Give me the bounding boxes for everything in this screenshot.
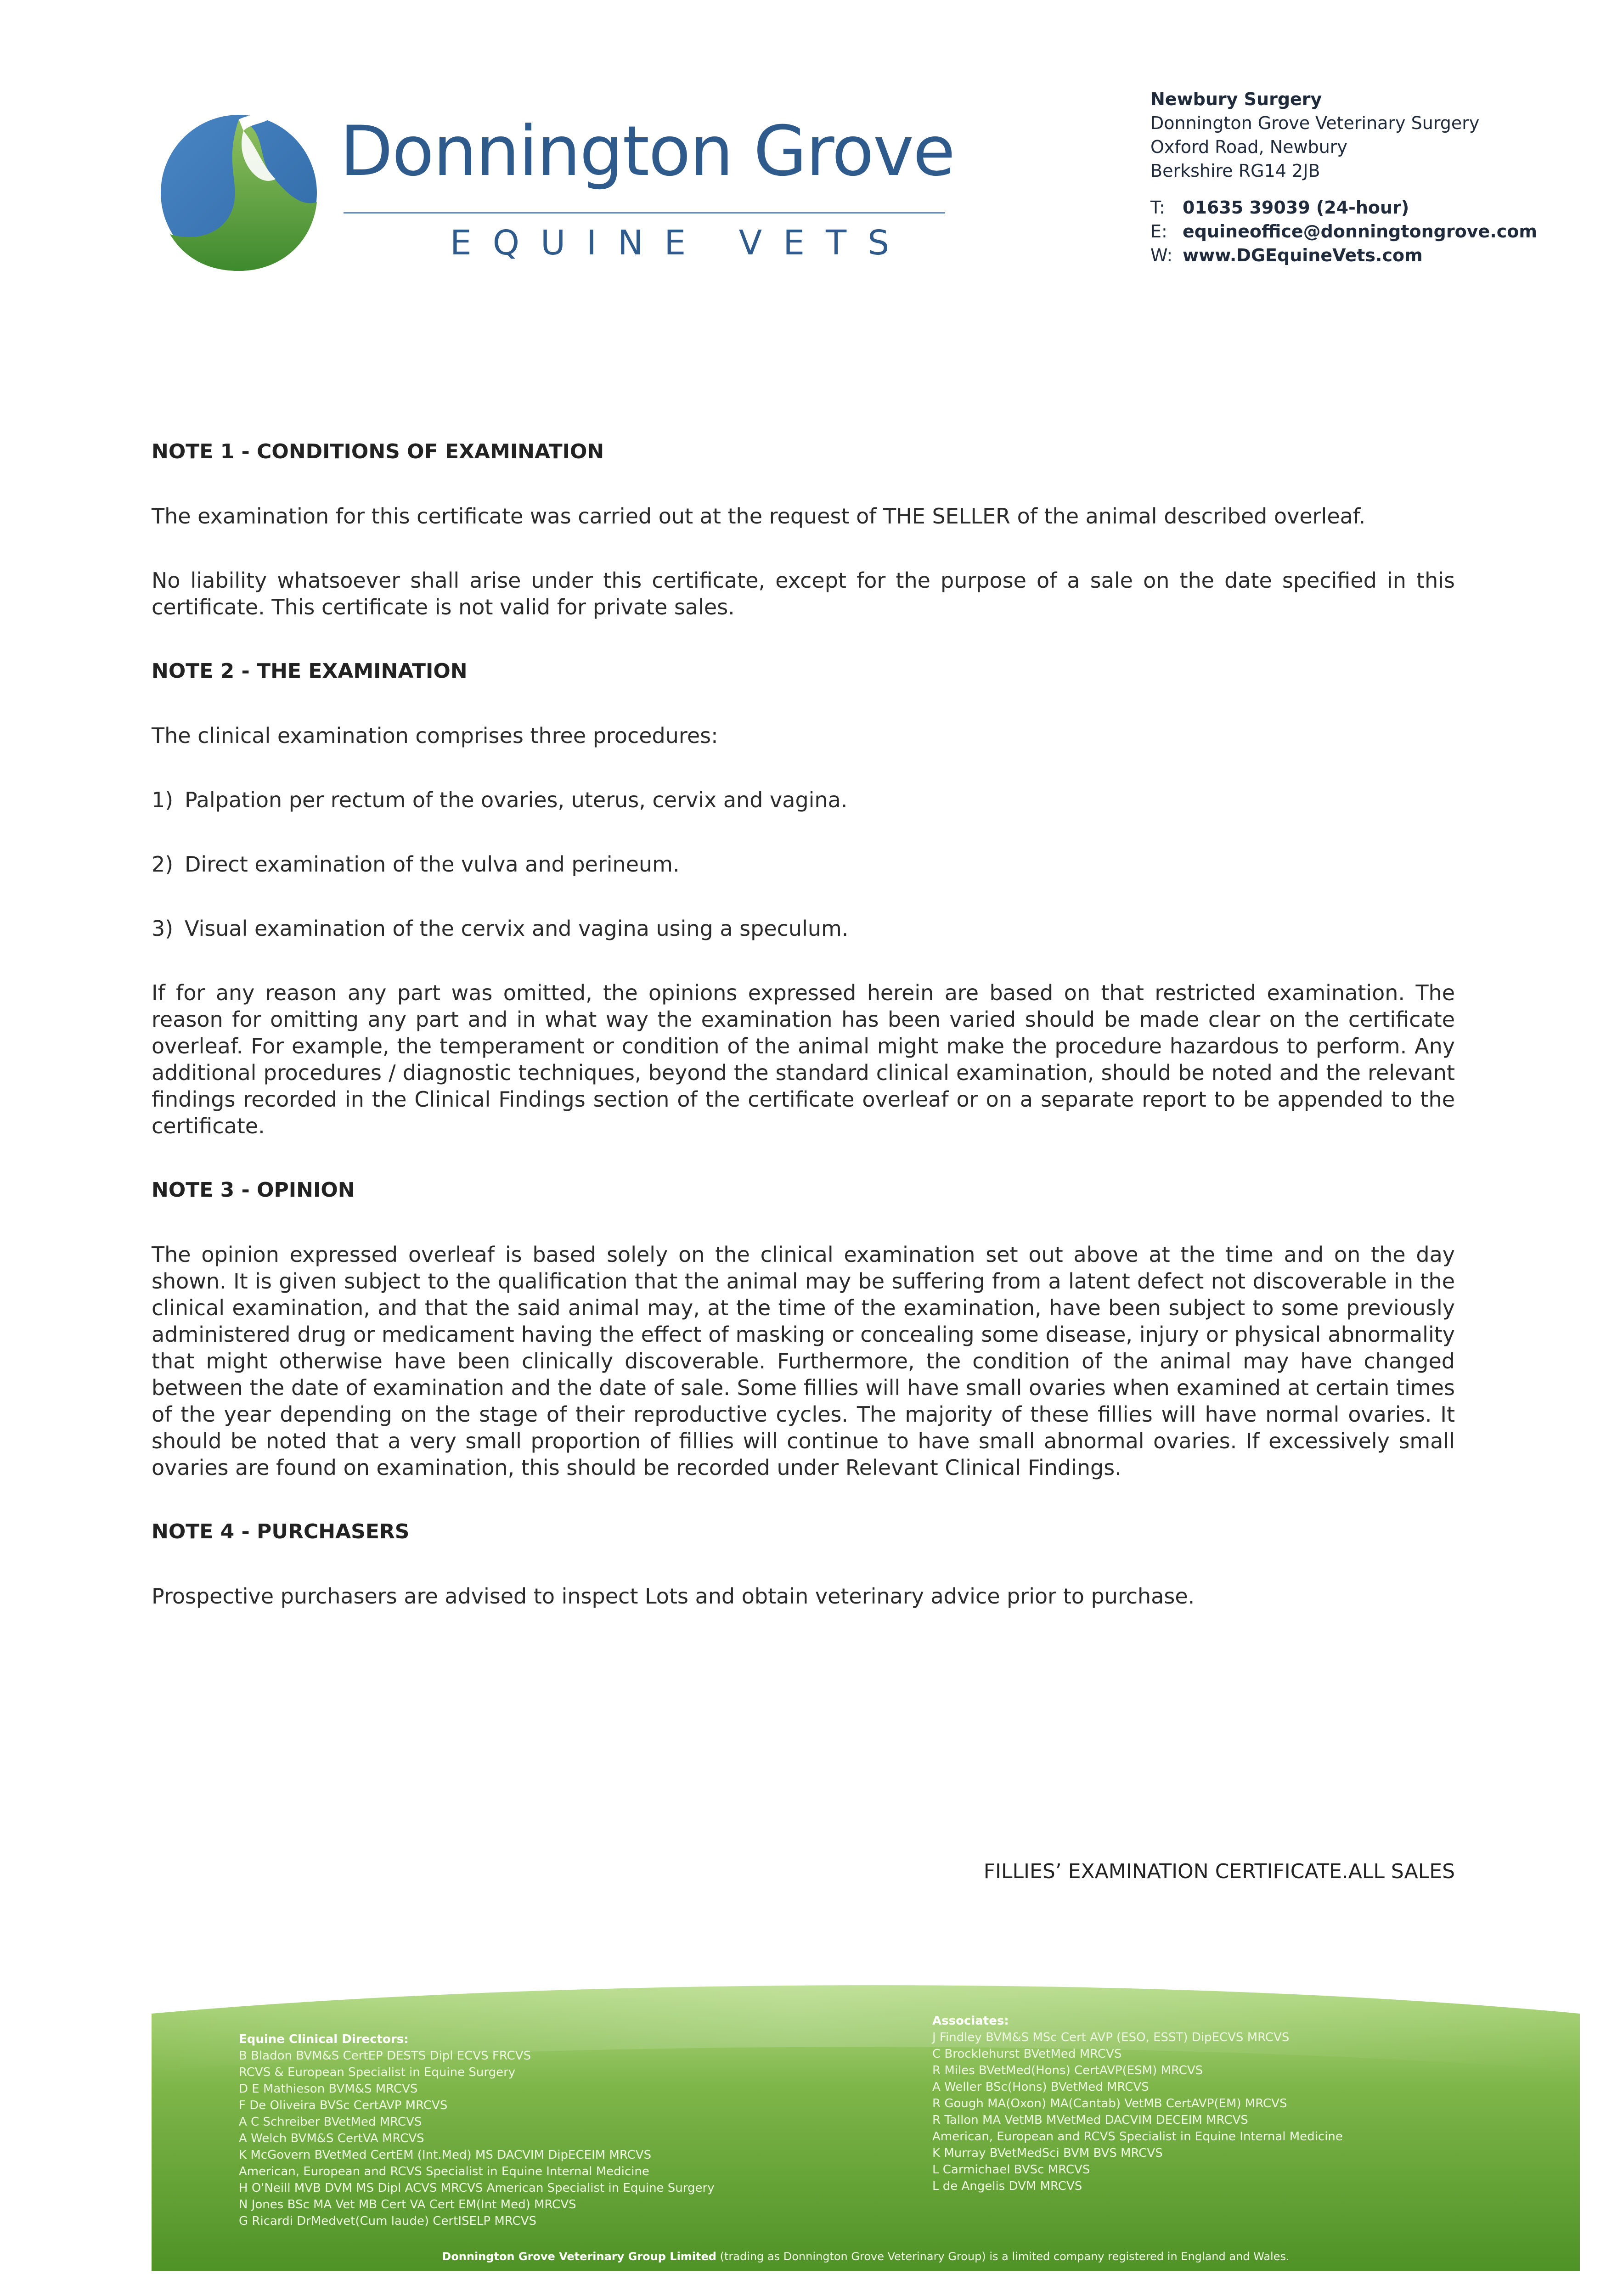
- brand-subtitle: EQUINE VETS: [450, 223, 911, 263]
- contact-block: [1150, 87, 1537, 267]
- surgery-name: Newbury Surgery: [1150, 89, 1322, 109]
- note-2-paragraph-2: If for any reason any part was omitted, the opinions expressed herein are based on that restricted examination. The reason for omitting any part and in what way the examination has been varied should be made clear on the certificate overleaf. For example, the temperament or condition of the animal might make the procedure hazardous to perform. Any additional procedures / diagnostic techniques, beyond the standard clinical examination, should be noted and the relevant findings recorded in the Clinical Findings section of the certificate overleaf or on a separate report to be appended to the certificate.: [152, 980, 1455, 1138]
- note-3-heading: NOTE 3 - OPINION: [152, 1178, 355, 1202]
- list-item: A Weller BSc(Hons) BVetMed MRCVS: [932, 2080, 1149, 2094]
- web-row: [1150, 243, 1537, 267]
- list-item: A Welch BVM&S CertVA MRCVS: [239, 2132, 424, 2145]
- web-link[interactable]: www.DGEquineVets.com: [1183, 245, 1423, 265]
- list-item: A C Schreiber BVetMed MRCVS: [239, 2115, 422, 2129]
- note-2-heading: NOTE 2 - THE EXAMINATION: [152, 659, 468, 683]
- list-item: B Bladon BVM&S CertEP DESTS Dipl ECVS FRCVS: [239, 2049, 531, 2063]
- list-item: N Jones BSc MA Vet MB Cert VA Cert EM(Int Med) MRCVS: [239, 2198, 576, 2212]
- address-line-2: Oxford Road, Newbury: [1150, 137, 1347, 157]
- list-item-number: 1): [152, 788, 174, 812]
- email-row: [1150, 219, 1537, 243]
- note-4-heading: NOTE 4 - PURCHASERS: [152, 1520, 410, 1543]
- associates-list: [932, 2013, 1529, 2195]
- list-item: H O'Neill MVB DVM MS Dipl ACVS MRCVS American Specialist in Equine Surgery: [239, 2181, 715, 2195]
- associates-heading: Associates:: [932, 2014, 1009, 2028]
- note-2-intro: The clinical examination comprises three procedures:: [152, 723, 718, 748]
- note-1-paragraph-1: The examination for this certificate was carried out at the request of THE SELLER of the animal described overleaf.: [152, 504, 1366, 529]
- brand-name: Donnington Grove: [340, 112, 955, 191]
- list-item: D E Mathieson BVM&S MRCVS: [239, 2082, 418, 2096]
- web-label: W:: [1150, 245, 1173, 265]
- company-registration: [152, 2250, 1580, 2263]
- list-item-number: 3): [152, 916, 174, 941]
- list-item-text: Palpation per rectum of the ovaries, uterus, cervix and vagina.: [185, 788, 848, 812]
- list-item: R Gough MA(Oxon) MA(Cantab) VetMB CertAVP(EM) MRCVS: [932, 2097, 1287, 2110]
- certificate-label: FILLIES’ EXAMINATION CERTIFICATE.ALL SALES: [983, 1860, 1455, 1883]
- list-item: [152, 851, 1455, 878]
- notes-content: [152, 439, 1455, 1647]
- address-line-3: Berkshire RG14 2JB: [1150, 161, 1320, 181]
- note-4-paragraph-1: Prospective purchasers are advised to inspect Lots and obtain veterinary advice prior to purchase.: [152, 1584, 1195, 1609]
- list-item: K Murray BVetMedSci BVM BVS MRCVS: [932, 2146, 1163, 2160]
- list-item: L de Angelis DVM MRCVS: [932, 2179, 1082, 2193]
- note-1-paragraph-2: No liability whatsoever shall arise under this certificate, except for the purpose of a sale on the date specified in this certificate. This certificate is not valid for private sales.: [152, 568, 1455, 619]
- list-item: American, European and RCVS Specialist in Equine Internal Medicine: [239, 2165, 649, 2178]
- phone-row: [1150, 196, 1537, 219]
- list-item-text: Visual examination of the cervix and vagina using a speculum.: [185, 916, 849, 941]
- list-item: G Ricardi DrMedvet(Cum laude) CertISELP MRCVS: [239, 2214, 536, 2228]
- note-1-heading: NOTE 1 - CONDITIONS OF EXAMINATION: [152, 440, 604, 463]
- list-item: American, European and RCVS Specialist in Equine Internal Medicine: [932, 2130, 1343, 2144]
- list-item: C Brocklehurst BVetMed MRCVS: [932, 2047, 1122, 2061]
- email-link[interactable]: equineoffice@donningtongrove.com: [1183, 221, 1537, 242]
- address-line-1: Donnington Grove Veterinary Surgery: [1150, 113, 1480, 133]
- company-details: (trading as Donnington Grove Veterinary Group) is a limited company registered in England and Wales.: [716, 2250, 1290, 2263]
- phone-label: T:: [1150, 197, 1165, 218]
- list-item-number: 2): [152, 852, 174, 877]
- logo-mark: [152, 110, 326, 276]
- list-item: [152, 915, 1455, 942]
- list-item: [152, 787, 1455, 813]
- directors-heading: Equine Clinical Directors:: [239, 2032, 409, 2046]
- list-item: L Carmichael BVSc MRCVS: [932, 2163, 1090, 2177]
- list-item: R Miles BVetMed(Hons) CertAVP(ESM) MRCVS: [932, 2064, 1203, 2077]
- directors-list: [239, 2031, 928, 2229]
- list-item: K McGovern BVetMed CertEM (Int.Med) MS DACVIM DipECEIM MRCVS: [239, 2148, 652, 2162]
- company-name: Donnington Grove Veterinary Group Limited: [442, 2250, 716, 2263]
- email-label: E:: [1150, 221, 1167, 242]
- list-item: R Tallon MA VetMB MVetMed DACVIM DECEIM MRCVS: [932, 2113, 1248, 2127]
- note-3-paragraph-1: The opinion expressed overleaf is based solely on the clinical examination set out above at the time and on the day shown. It is given subject to the qualification that the animal may be suffering from a latent defect not discoverable in the clinical examination, and that the said animal may, at the time of the examination, have been subject to some previously administered drug or medicament having the effect of masking or concealing some disease, injury or physical abnormality that might otherwise have been clinically discoverable. Furthermore, the condition of the animal may have changed between the date of examination and the date of sale. Some fillies will have small ovaries when examined at certain times of the year depending on the stage of their reproductive cycles. The majority of these fillies will have normal ovaries. It should be noted that a very small proportion of fillies will continue to have small abnormal ovaries. If excessively small ovaries are found on examination, this should be recorded under Relevant Clinical Findings.: [152, 1242, 1455, 1480]
- list-item-text: Direct examination of the vulva and perineum.: [185, 852, 680, 877]
- brand-divider: [344, 212, 945, 214]
- list-item: RCVS & European Specialist in Equine Surgery: [239, 2065, 516, 2079]
- list-item: F De Oliveira BVSc CertAVP MRCVS: [239, 2099, 448, 2112]
- list-item: J Findley BVM&S MSc Cert AVP (ESO, ESST) DipECVS MRCVS: [932, 2031, 1290, 2044]
- phone-number[interactable]: 01635 39039 (24-hour): [1183, 197, 1409, 218]
